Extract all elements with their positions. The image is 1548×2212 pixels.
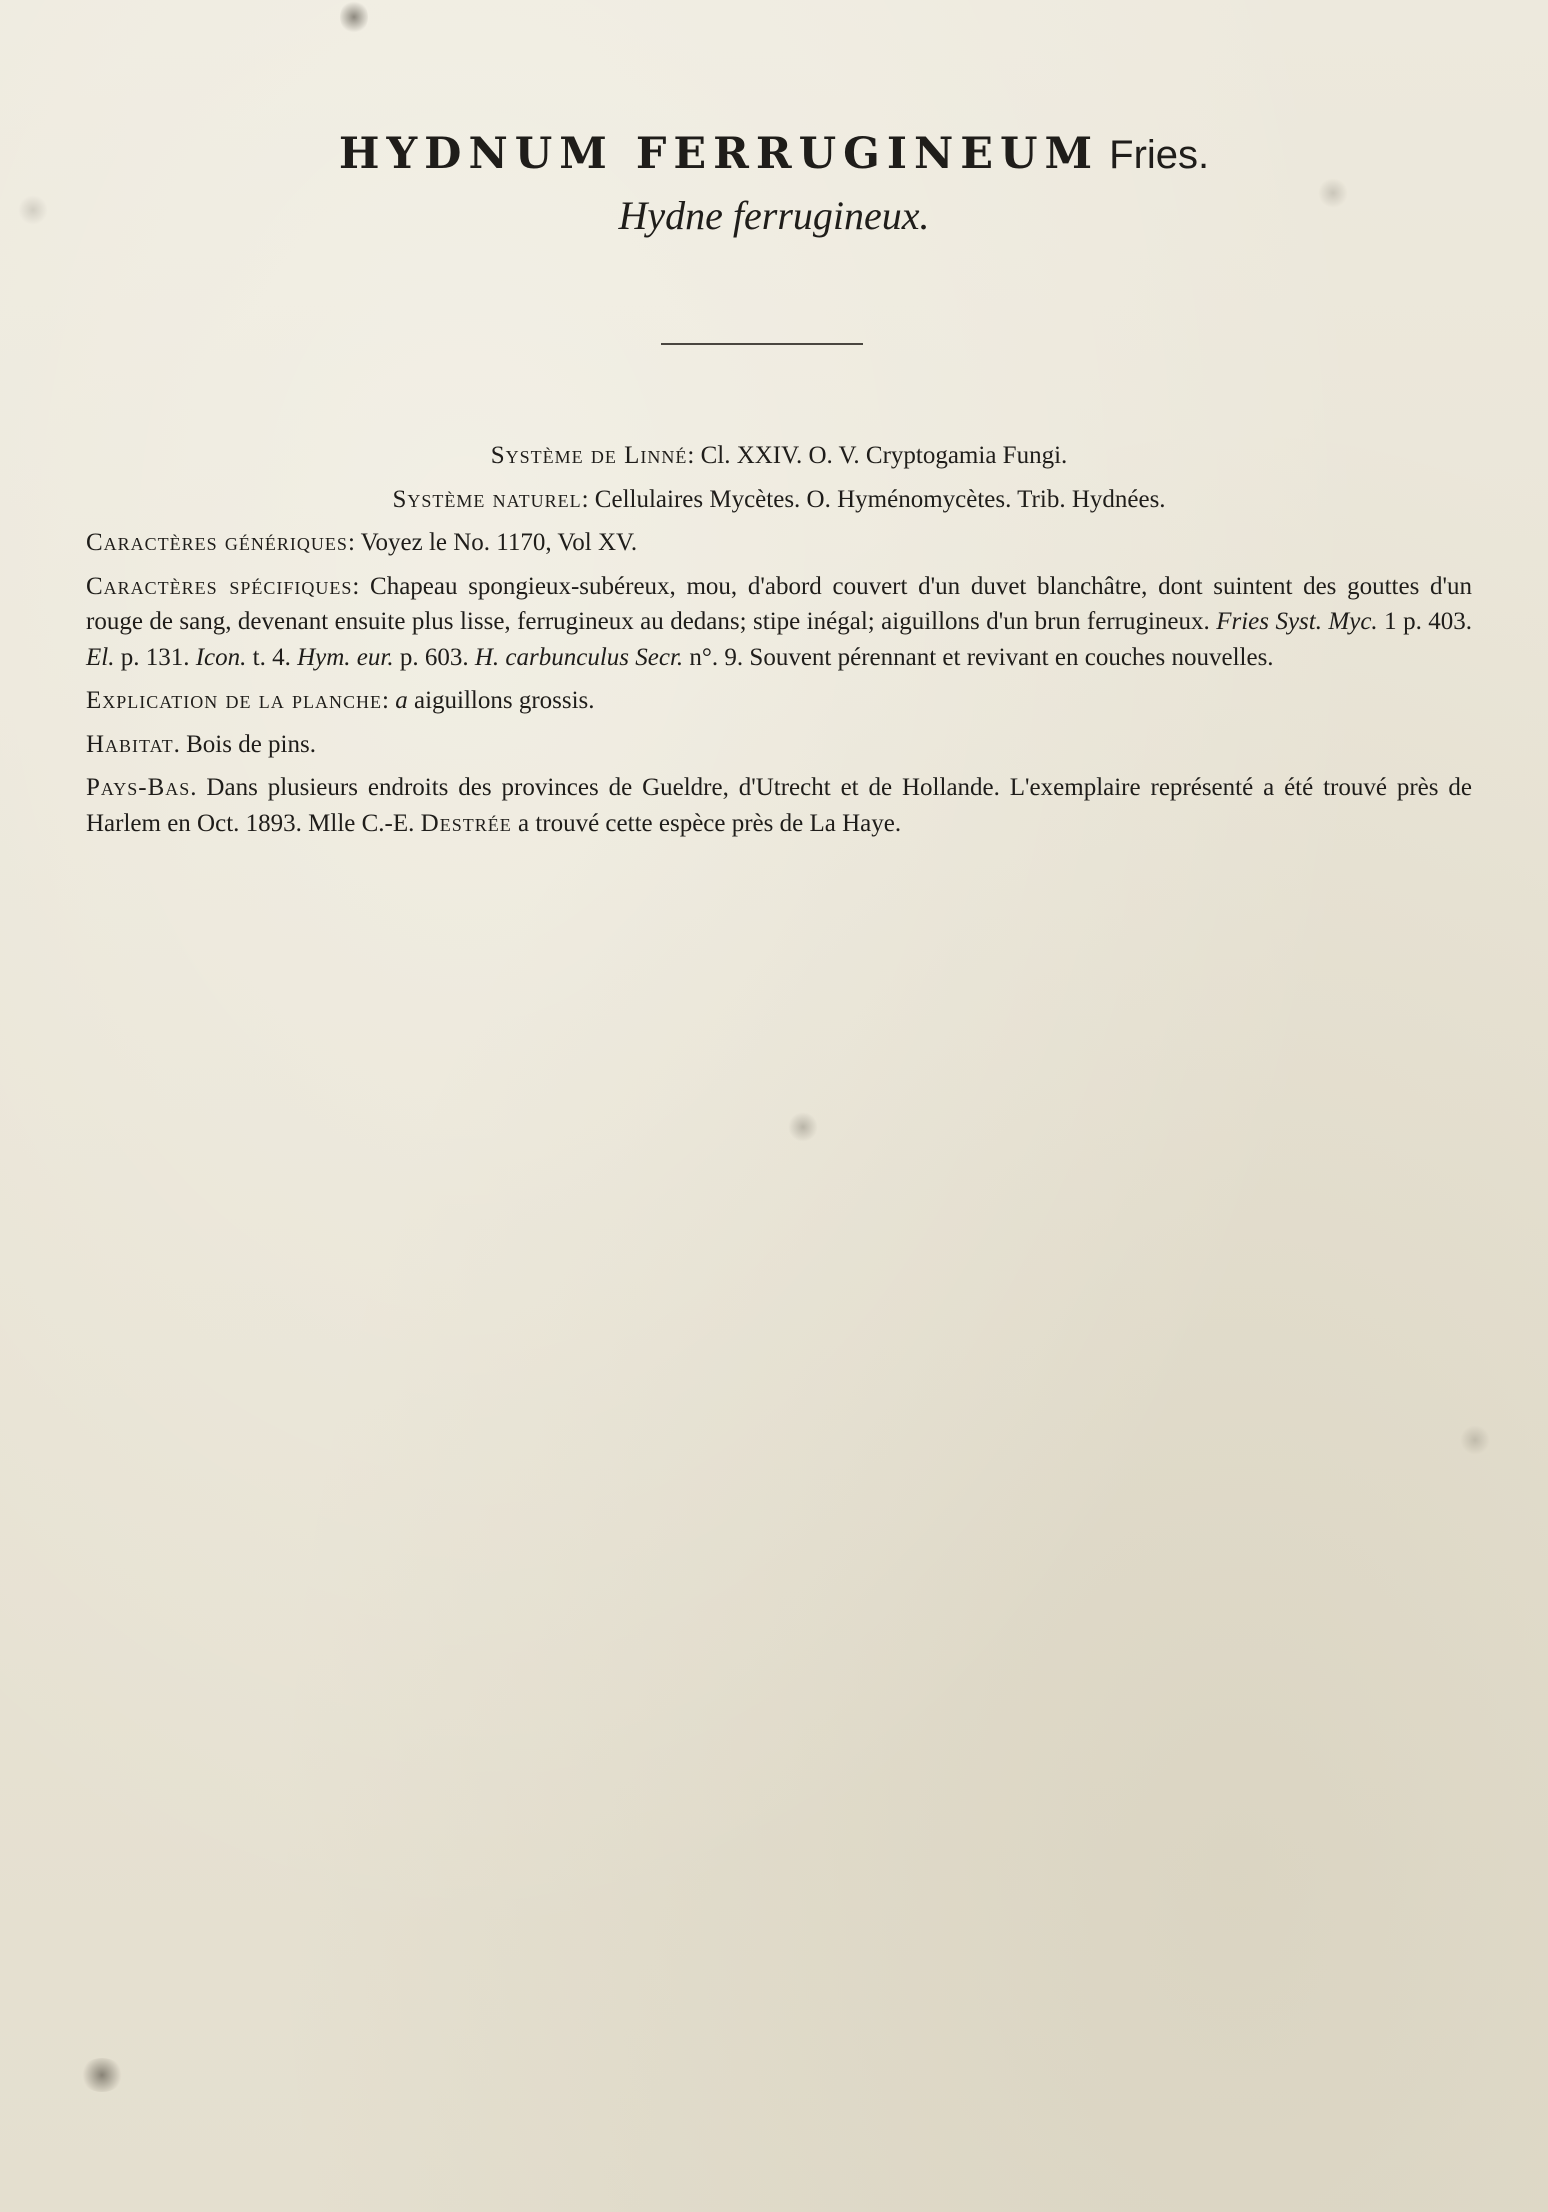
- section-text: a trouvé cette espèce près de La Haye.: [517, 809, 902, 837]
- section-text: : Voyez le No. 1170, Vol XV.: [347, 529, 638, 556]
- person-name: Destrée: [420, 809, 512, 837]
- section-label: Habitat: [86, 730, 174, 758]
- reference-title: Icon.: [195, 643, 247, 671]
- section-text: t. 4.: [252, 643, 291, 671]
- section-text: :: [382, 687, 389, 714]
- section-text: 1 p. 403.: [1384, 608, 1473, 635]
- section-text: p. 603.: [399, 643, 469, 671]
- section-habitat: [86, 727, 1472, 763]
- foxing-spot: [1460, 1425, 1490, 1455]
- section-label: Caractères spécifiques: [86, 572, 353, 600]
- section-specifiques: [86, 569, 1472, 676]
- section-label: Système de Linné: [490, 442, 688, 469]
- document-body: [86, 438, 1472, 849]
- section-label: Caractères génériques: [86, 529, 348, 556]
- section-text: n°. 9. Souvent pérennant et revivant en couches nouvelles.: [689, 643, 1274, 671]
- page-subtitle: Hydne ferrugineux.: [618, 193, 930, 238]
- reference-title: Hym. eur.: [297, 643, 394, 671]
- section-naturel: [86, 482, 1472, 518]
- title-genus: HYDNUM FERRUGINEUM: [338, 129, 1100, 179]
- foxing-spot: [788, 1112, 818, 1142]
- section-text: : Chapeau spongieux-subéreux, mou, d'abord couvert d'un duvet blanchâtre, dont suintent des gouttes d'un rouge de sang, devenant ensuite plus lisse, ferrugineux au dedans; stipe inégal; aiguillons d'un brun ferrugineux.: [86, 572, 1472, 635]
- section-label: Pays-Bas: [86, 774, 191, 801]
- plate-letter: a: [395, 687, 408, 714]
- title-block: [0, 128, 1548, 241]
- section-text: p. 131.: [120, 643, 190, 671]
- reference-title: Fries Syst. Myc.: [1216, 608, 1378, 635]
- section-text: . Bois de pins.: [173, 730, 316, 758]
- reference-title: H. carbunculus Secr.: [474, 643, 684, 671]
- section-text: : Cellulaires Mycètes. O. Hyménomycètes. Trib. Hydnées.: [581, 485, 1166, 513]
- section-generiques: [86, 525, 1472, 561]
- reference-title: El.: [86, 643, 115, 671]
- page-title: [0, 128, 1548, 181]
- section-text: . Dans plusieurs endroits des provinces de Gueldre, d'Utrecht et de Hollande. L'exemplaire représenté a été trouvé près de Harlem en Oct. 1893. Mlle C.-E.: [86, 774, 1472, 837]
- section-paysbas: [86, 770, 1472, 841]
- title-author: Fries.: [1109, 133, 1210, 177]
- section-text: : Cl. XXIV. O. V. Cryptogamia Fungi.: [687, 442, 1068, 469]
- title-divider: [661, 343, 863, 345]
- section-label: Explication de la planche: [86, 687, 383, 714]
- section-text: aiguillons grossis.: [413, 687, 595, 714]
- section-explication: [86, 683, 1472, 719]
- section-label: Système naturel: [392, 485, 582, 513]
- ink-spot-bottom: [80, 2058, 124, 2092]
- section-linne: [86, 438, 1472, 474]
- ink-spot-top: [340, 0, 368, 34]
